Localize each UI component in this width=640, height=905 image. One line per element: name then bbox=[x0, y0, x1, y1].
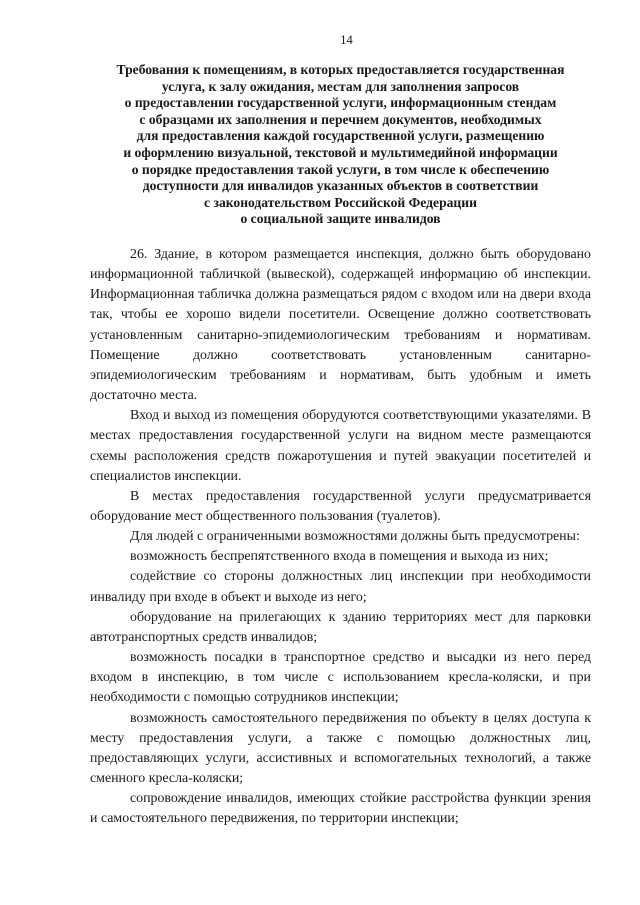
heading-line: Требования к помещениям, в которых предоставляется государственная bbox=[116, 62, 565, 77]
list-item: оборудование на прилегающих к зданию территориях мест для парковки автотранспортных средств инвалидов; bbox=[90, 609, 591, 645]
section-heading bbox=[90, 62, 591, 228]
heading-line: для предоставления каждой государственной услуги, размещению bbox=[136, 128, 545, 144]
heading-line: о предоставлении государственной услуги, информационным стендам bbox=[124, 95, 557, 111]
heading-line: с законодательством Российской Федерации bbox=[204, 194, 477, 210]
document-body bbox=[90, 245, 591, 830]
list-item: возможность посадки в транспортное средство и высадки из него перед входом в инспекцию, в том числе с использованием кресла-коляски, и при необходимости с помощью сотрудников инспекции; bbox=[90, 650, 591, 706]
paragraph-entrance-exit: Вход и выход из помещения оборудуются соответствующими указателями. В местах предоставления государственной услуги на видном месте размещаются схемы расположения средств пожаротушения и путей эвакуации посетителей и специалистов инспекции. bbox=[90, 408, 591, 484]
heading-line: доступности для инвалидов указанных объектов в соответствии bbox=[142, 178, 539, 194]
list-item: содействие со стороны должностных лиц инспекции при необходимости инвалиду при входе в объект и выходе из него; bbox=[90, 569, 591, 605]
paragraph-item-26: 26. Здание, в котором размещается инспекция, должно быть оборудовано информационной табличкой (вывеской), содержащей информацию об инспекции. Информационная табличка должна размещаться рядом с входом или на двери входа так, чтобы ее хорошо видели посетители. Освещение должно соответствовать установленным санитарно-эпидемиологическим требованиям и нормативам. Помещение должно соответствовать установленным санитарно-эпидемиологическим требованиям и нормативам, быть удобным и иметь достаточно места. bbox=[90, 246, 591, 404]
paragraph-disability-intro: Для людей с ограниченными возможностями должны быть предусмотрены: bbox=[130, 529, 580, 545]
heading-line: услуга, к залу ожидания, местам для заполнения запросов bbox=[161, 78, 520, 94]
heading-line: с образцами их заполнения и перечнем документов, необходимых bbox=[139, 111, 542, 127]
page-number: 14 bbox=[340, 33, 353, 47]
list-item: возможность самостоятельного передвижения по объекту в целях доступа к месту предоставления услуги, а также с помощью должностных лиц, предоставляющих услуги, ассистивных и вспомогательных технологий, а также сменного кресла-коляски; bbox=[90, 710, 591, 786]
paragraph-public-facilities: В местах предоставления государственной услуги предусматривается оборудование мест общественного пользования (туалетов). bbox=[90, 488, 591, 524]
heading-line: и оформлению визуальной, текстовой и мультимедийной информации bbox=[123, 144, 558, 160]
heading-line: о социальной защите инвалидов bbox=[240, 211, 441, 227]
list-item: сопровождение инвалидов, имеющих стойкие расстройства функции зрения и самостоятельного передвижения, по территории инспекции; bbox=[90, 791, 591, 827]
heading-line: о порядке предоставления такой услуги, в том числе к обеспечению bbox=[131, 161, 550, 177]
list-item: возможность беспрепятственного входа в помещения и выхода из них; bbox=[130, 549, 549, 565]
